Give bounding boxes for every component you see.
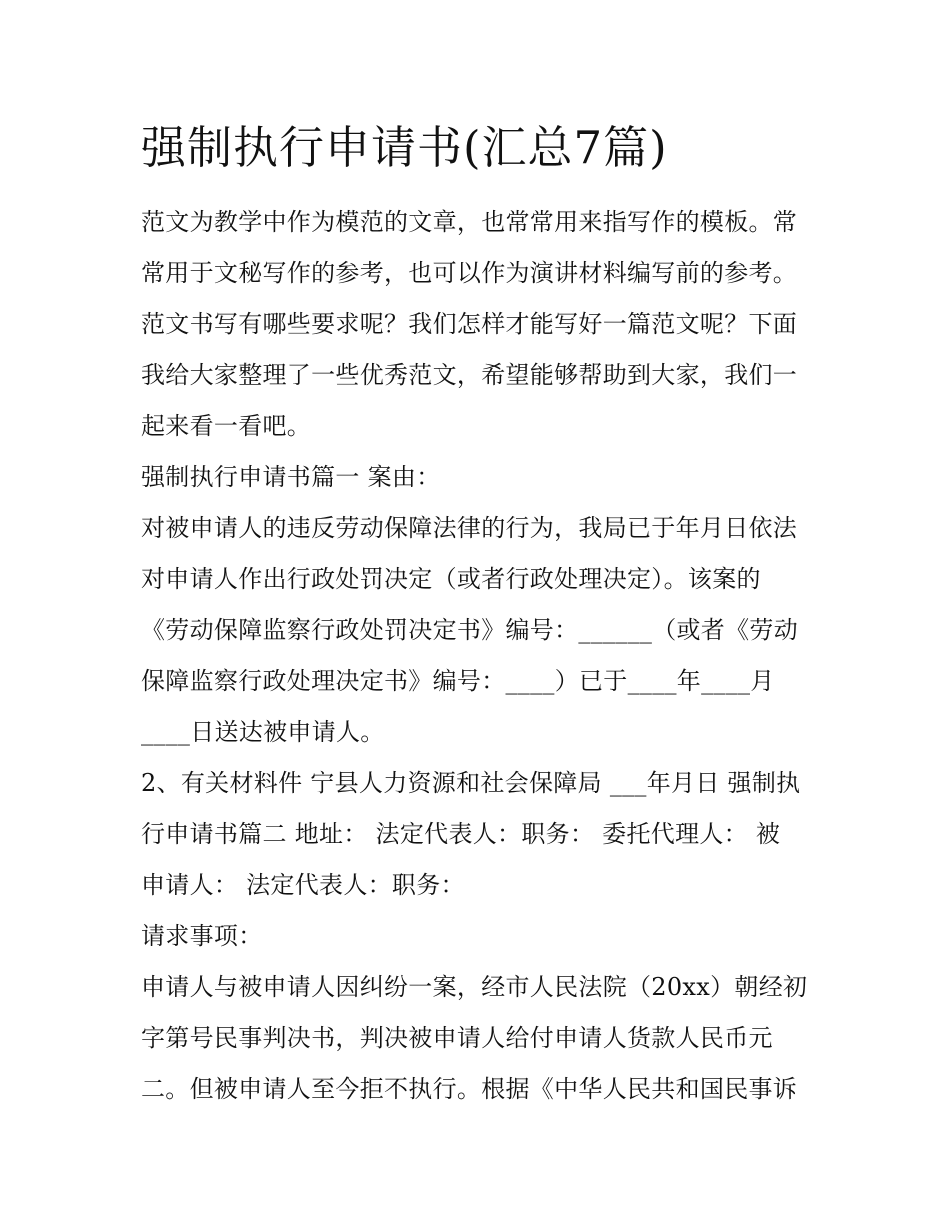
body-line: 字第号民事判决书，判决被申请人给付申请人货款人民币元 <box>141 1024 773 1052</box>
document-title: 强制执行申请书(汇总7篇) <box>141 121 668 174</box>
body-line: 范文书写有哪些要求呢？我们怎样才能写好一篇范文呢？下面 <box>141 310 798 338</box>
request-items-heading: 请求事项： <box>141 922 263 950</box>
body-line: 我给大家整理了一些优秀范文，希望能够帮助到大家，我们一 <box>141 361 798 389</box>
body-line: ____日送达被申请人。 <box>141 718 385 746</box>
body-line: 起来看一看吧。 <box>141 412 312 440</box>
body-line: 对被申请人的违反劳动保障法律的行为，我局已于年月日依法 <box>141 514 798 542</box>
body-line: 二。但被申请人至今拒不执行。根据《中华人民共和国民事诉 <box>141 1075 798 1103</box>
body-line: 保障监察行政处理决定书》编号：____）已于____年____月 <box>141 667 775 695</box>
section-heading-1: 强制执行申请书篇一 案由： <box>141 463 441 491</box>
body-line: 申请人与被申请人因纠纷一案，经市人民法院（20xx）朝经初 <box>141 973 808 1001</box>
body-line: 范文为教学中作为模范的文章，也常常用来指写作的模板。常 <box>141 208 798 236</box>
body-line: 常用于文秘写作的参考，也可以作为演讲材料编写前的参考。 <box>141 259 798 287</box>
body-line: 申请人： 法定代表人：职务： <box>141 871 465 899</box>
body-line: 2、有关材料件 宁县人力资源和社会保障局 ___年月日 强制执 <box>141 769 801 797</box>
body-line: 对申请人作出行政处罚决定（或者行政处理决定）。该案的 <box>141 565 761 593</box>
body-line: 《劳动保障监察行政处罚决定书》编号：______（或者《劳动 <box>141 616 798 644</box>
document-body <box>141 197 821 1115</box>
body-line: 行申请书篇二 地址： 法定代表人：职务： 委托代理人： 被 <box>141 820 781 848</box>
